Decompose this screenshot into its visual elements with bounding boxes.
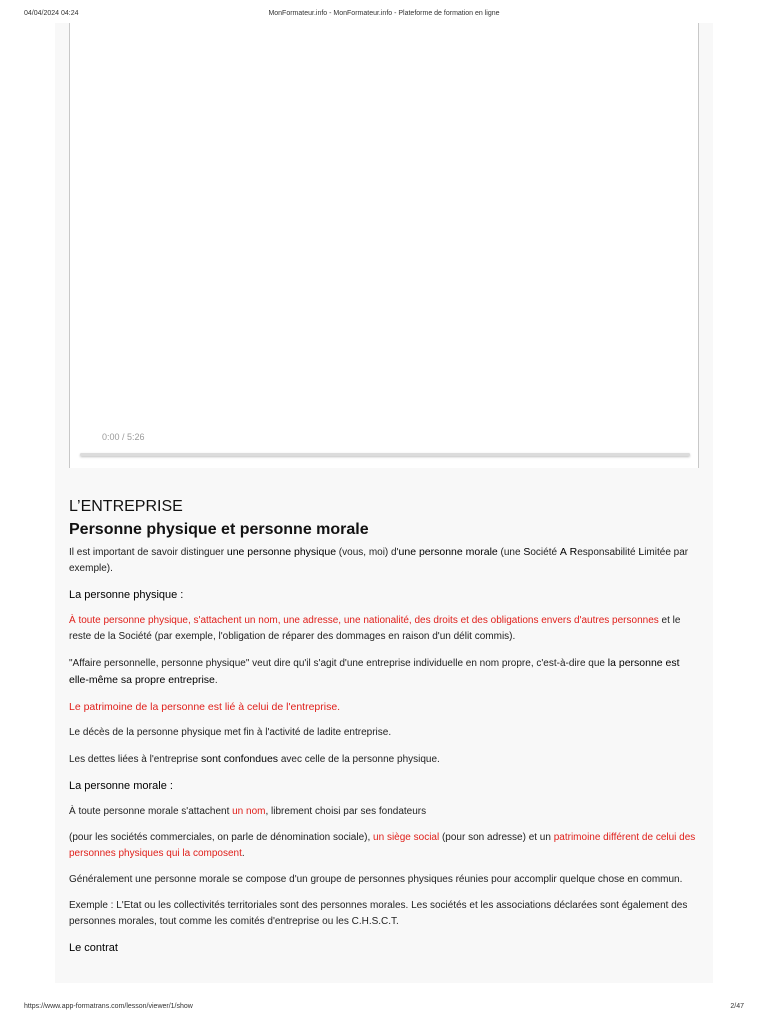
video-player[interactable] <box>69 23 699 468</box>
pp-paragraph-1: À toute personne physique, s'attachent un nom, une adresse, une nationalité, des droits et des obligations envers d'autres personnes et le reste de la Société (par exemple, l'obligation de réparer des dommages en raison d'un délit commis). <box>69 615 681 642</box>
lesson-content-panel <box>55 23 713 983</box>
print-page-number: 2/47 <box>730 1003 744 1010</box>
pm-paragraph-2: (pour les sociétés commerciales, on parle de dénomination sociale), un siège social (pour son adresse) et un patrimoine différent de celui des personnes physiques qui la composent. <box>69 832 696 859</box>
pp-paragraph-2: "Affaire personnelle, personne physique" veut dire qu'il s'agit d'une entreprise individuelle en nom propre, c'est-à-dire que la personne est elle-même sa propre entreprise. <box>69 657 680 686</box>
contrat-heading: Le contrat <box>69 942 118 954</box>
pm-paragraph-1: À toute personne morale s'attachent un nom, librement choisi par ses fondateurs <box>69 806 427 817</box>
personne-physique-heading: La personne physique : <box>69 589 184 601</box>
article-subtitle: Personne physique et personne morale <box>69 521 369 538</box>
print-header <box>0 10 768 22</box>
intro-paragraph: Il est important de savoir distinguer une personne physique (vous, moi) d'une personne morale (une Société A Responsabilité Limitée par exemple). <box>69 546 689 574</box>
pm-paragraph-3: Généralement une personne morale se compose d'un groupe de personnes physiques réunies pour accomplir quelque chose en commun. <box>69 874 683 885</box>
pp-paragraph-3: Le patrimoine de la personne est lié à celui de l'entreprise. <box>69 701 341 713</box>
lesson-article <box>69 497 701 956</box>
print-footer <box>0 1003 768 1015</box>
pp-paragraph-4: Le décès de la personne physique met fin à l'activité de ladite entreprise. <box>69 727 392 738</box>
print-datetime: 04/04/2024 04:24 <box>24 10 79 17</box>
video-time-display: 0:00 / 5:26 <box>102 432 145 442</box>
print-url: https://www.app-formatrans.com/lesson/viewer/1/show <box>24 1003 193 1010</box>
pp-paragraph-5: Les dettes liées à l'entreprise sont confondues avec celle de la personne physique. <box>69 753 440 765</box>
article-title: L’ENTREPRISE <box>69 498 183 515</box>
personne-morale-heading: La personne morale : <box>69 780 173 792</box>
pm-paragraph-4: Exemple : L'Etat ou les collectivités territoriales sont des personnes morales. Les sociétés et les associations déclarées sont également des personnes morales, tout comme les comités d'entreprise ou les C.H.S.C.T. <box>69 900 688 927</box>
print-page-title: MonFormateur.info - MonFormateur.info - Plateforme de formation en ligne <box>268 10 500 17</box>
video-progress-bar[interactable] <box>80 453 690 456</box>
